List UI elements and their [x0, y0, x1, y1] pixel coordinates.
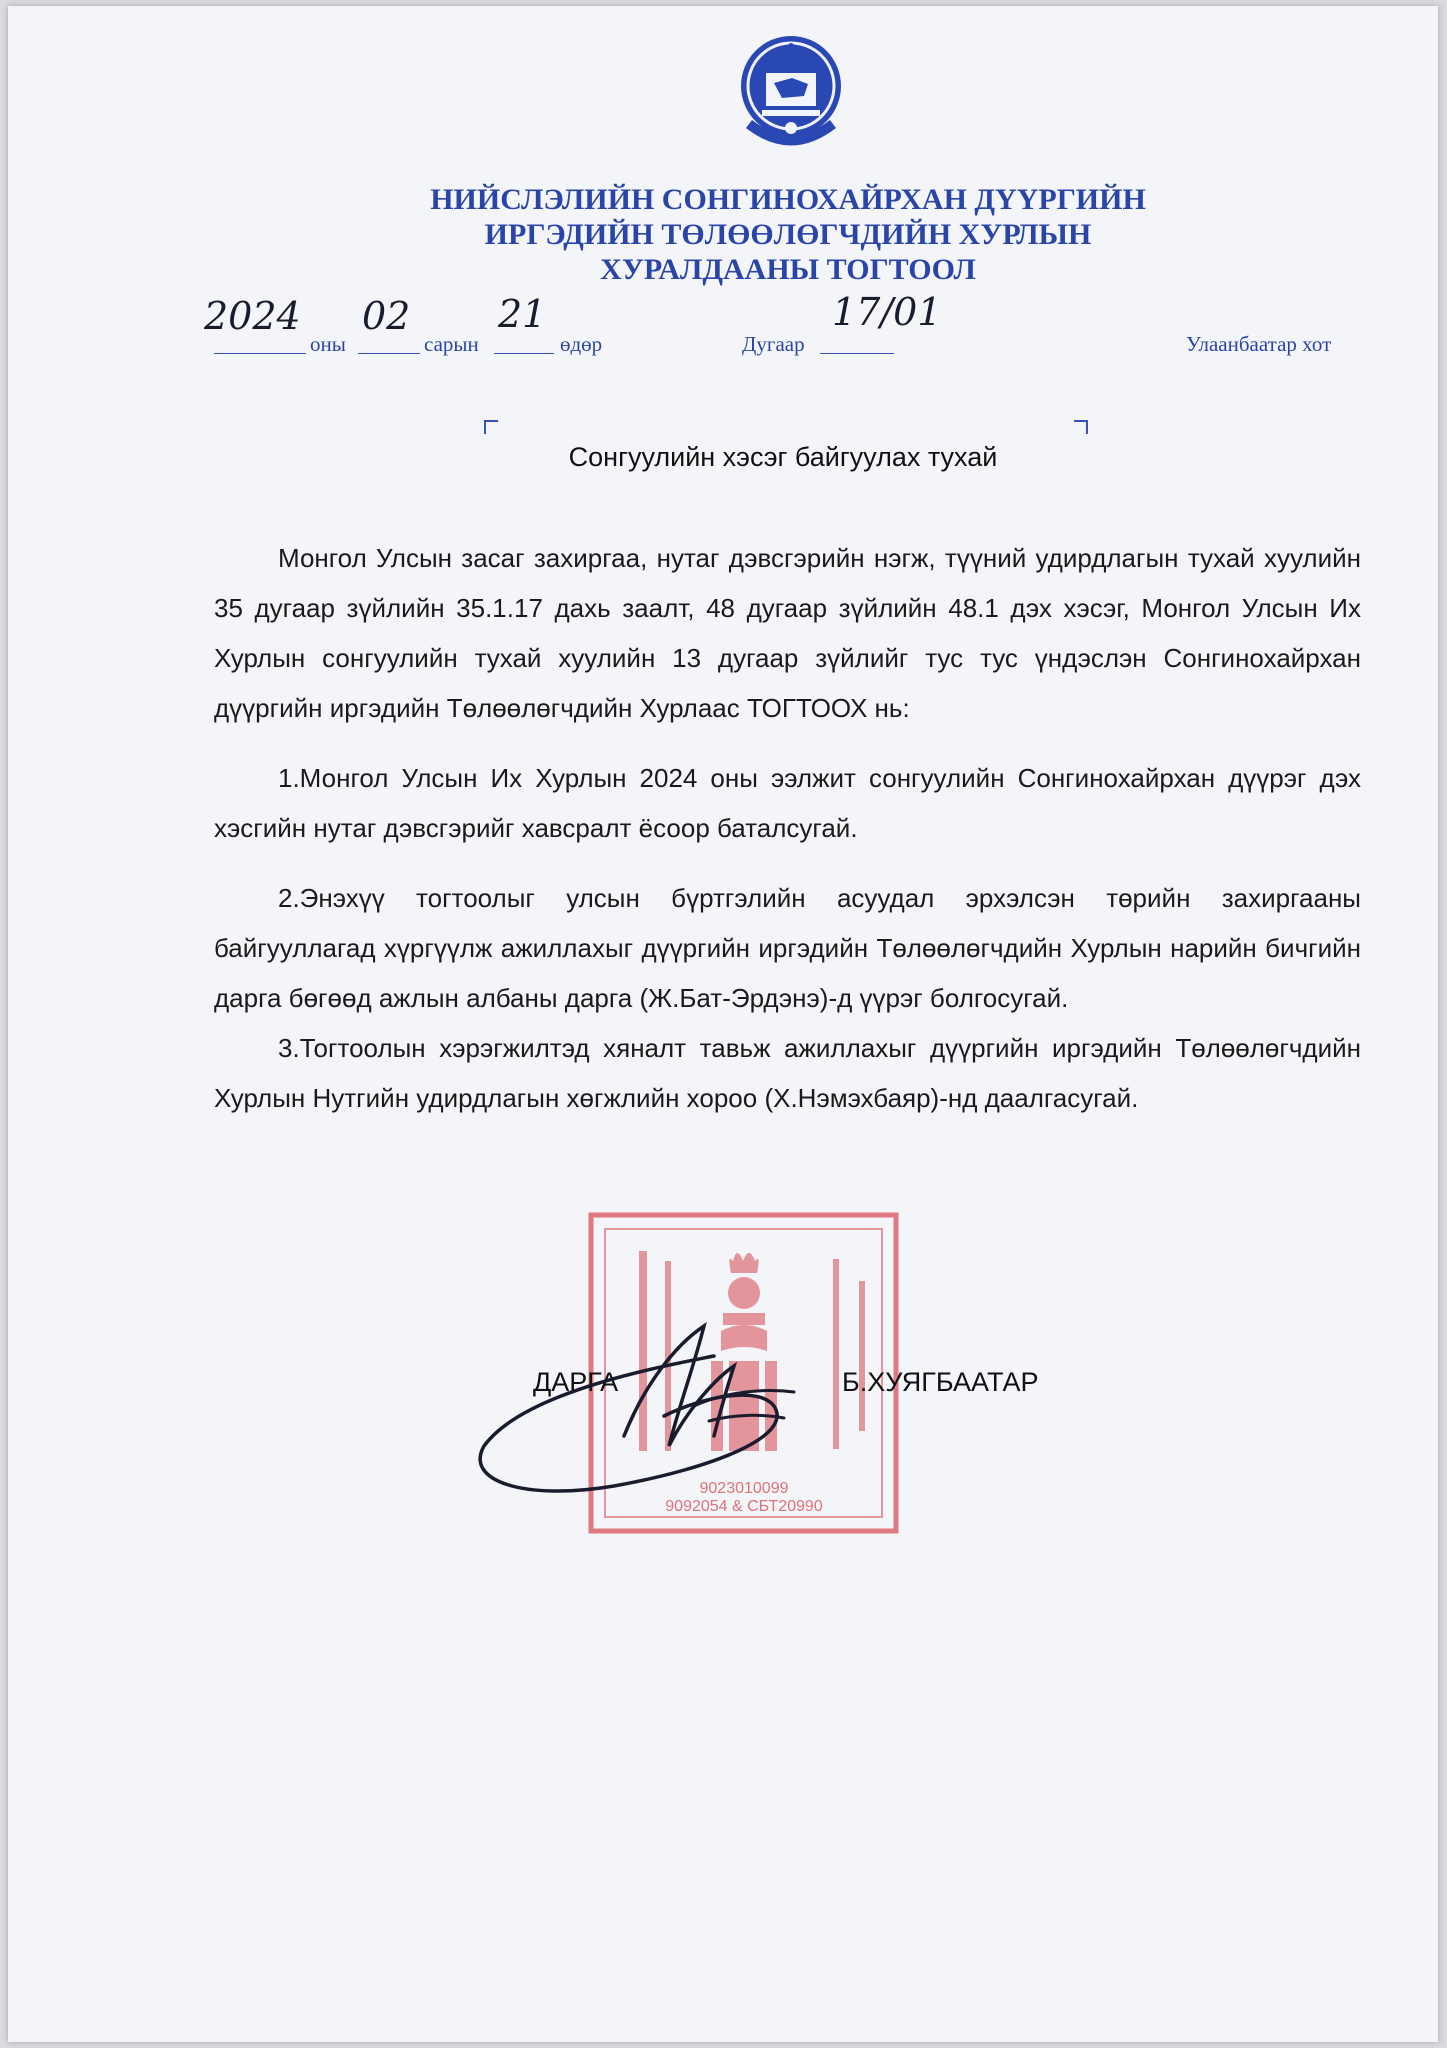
document-heading [388, 182, 1188, 287]
month-underline [358, 353, 420, 354]
year-value: 2024 [204, 294, 301, 338]
subject-title: Сонгуулийн хэсэг байгуулах тухай [568, 442, 998, 472]
day-value: 21 [498, 292, 547, 336]
month-value: 02 [362, 294, 411, 338]
subject-corner-right [1074, 420, 1088, 434]
signatory-title: ДАРГА [533, 1367, 619, 1397]
handwritten-signature [464, 1296, 874, 1516]
heading-line-3: ХУРАЛДААНЫ ТОГТООЛ [600, 253, 976, 286]
month-label: сарын [424, 332, 479, 356]
subject-corner-left [484, 420, 498, 434]
item-1: 1.Монгол Улсын Их Хурлын 2024 оны ээлжит сонгуулийн Сонгинохайрхан дүүрэг дэх хэсгийн нутаг дэвсгэрийг хавсралт ёсоор баталсугай. [214, 763, 1361, 843]
heading-line-1: НИЙСЛЭЛИЙН СОНГИНОХАЙРХАН ДҮҮРГИЙН [430, 183, 1146, 216]
signatory-name: Б.ХУЯГБААТАР [842, 1367, 1039, 1397]
number-underline [820, 353, 894, 354]
year-label: оны [310, 332, 346, 356]
number-label: Дугаар [742, 332, 805, 356]
city-label: Улаанбаатар хот [1186, 332, 1332, 356]
intro-paragraph: Монгол Улсын засаг захиргаа, нутаг дэвсгэрийн нэгж, түүний удирдлагын тухай хуулийн 35 дугаар зүйлийн 35.1.17 дахь заалт, 48 дугаар зүйлийн 48.1 дэх хэсэг, Монгол Улсын Их Хурлын сонгуулийн тухай хуулийн 13 дугаар зүйлийг тус тус үндэслэн Сонгинохайрхан дүүргийн иргэдийн Төлөөлөгчдийн Хурлаас ТОГТООХ нь: [214, 543, 1361, 723]
item-2: 2.Энэхүү тогтоолыг улсын бүртгэлийн асуудал эрхэлсэн төрийн захиргааны байгууллагад хүргүүлж ажиллахыг дүүргийн иргэдийн Төлөөлөгчдийн Хурлын нарийн бичгийн дарга бөгөөд ажлын албаны дарга (Ж.Бат-Эрдэнэ)-д үүрэг болгосугай. [214, 883, 1361, 1013]
year-underline [214, 353, 306, 354]
document-body [214, 533, 1361, 1143]
document-page [8, 6, 1438, 2042]
item-3: 3.Тогтоолын хэрэгжилтэд хяналт тавьж ажиллахыг дүүргийн иргэдийн Төлөөлөгчдийн Хурлын Нутгийн удирдлагын хөгжлийн хороо (Х.Нэмэхбаяр)-нд даалгасугай. [214, 1033, 1361, 1113]
stamp-code-1: 9023010099 [699, 1480, 789, 1497]
number-value: 17/01 [832, 290, 942, 334]
day-label: өдөр [560, 332, 603, 356]
heading-line-2: ИРГЭДИЙН ТӨЛӨӨЛӨГЧДИЙН ХУРЛЫН [484, 218, 1092, 251]
day-underline [494, 353, 554, 354]
state-emblem-icon [726, 28, 856, 158]
stamp-code-2: 9092054 & СБТ20990 [665, 1498, 823, 1515]
